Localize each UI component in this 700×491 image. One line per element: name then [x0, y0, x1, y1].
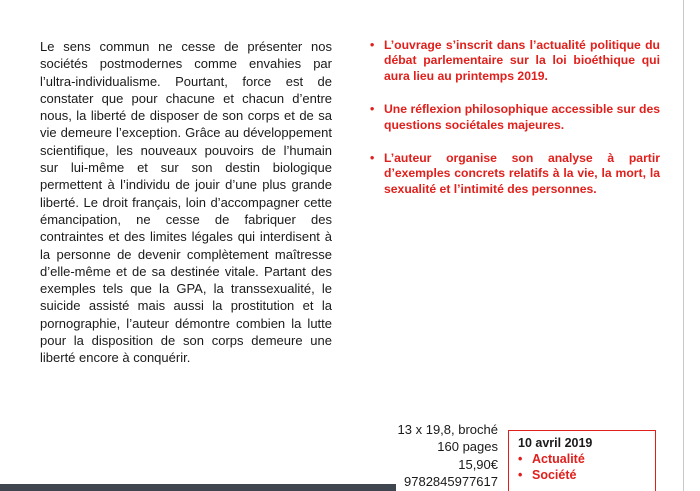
highlight-text: L’auteur organise son analyse à partir d’exemples concrets relatifs à la vie, la mort, la sexualité et l’intimité des personnes. [384, 151, 660, 196]
right-edge-line [683, 0, 684, 491]
bottom-bar [0, 484, 396, 491]
category-item [518, 467, 655, 483]
bullet-icon: • [370, 38, 375, 52]
category-list [518, 451, 655, 483]
highlights-list [370, 38, 660, 215]
highlight-text: Une réflexion philosophique accessible sur des questions sociétales majeures. [384, 102, 660, 132]
category-label: Société [532, 468, 577, 482]
bullet-icon: • [518, 468, 523, 482]
release-info-box [508, 430, 656, 491]
highlight-item [370, 151, 660, 197]
book-description: Le sens commun ne cesse de présenter nos sociétés postmodernes comme envahies par l’ultra-individualisme. Pourtant, force est de constater que pour chacune et chacun d’entre nous, la liberté de disposer de son corps et de sa vie demeure l’exception. Grâce au développement scientifique, les nouveaux pouvoirs de l’humain sur lui-même et sur son destin biologique permettent à l’individu de jouir d’une plus grande liberté. Le droit français, loin d’accompagner cette émancipation, ne cesse de fabriquer des contraintes et des limites légales qui interdisent à la personne de devenir complètement maîtresse d’elle-même et de sa destinée vitale. Partant des exemples tels que la GPA, la transsexualité, le suicide assisté mais aussi la prostitution et la pornographie, l’auteur démontre combien la lutte pour la disposition de son corps demeure une liberté encore à conquérir. [40, 39, 332, 366]
highlight-item [370, 102, 660, 133]
spec-price: 15,90€ [458, 456, 498, 472]
category-item [518, 451, 655, 467]
category-label: Actualité [532, 452, 585, 466]
bullet-icon: • [370, 151, 375, 166]
highlight-item [370, 38, 660, 84]
release-date: 10 avril 2019 [518, 436, 593, 450]
spec-format: 13 x 19,8, broché [397, 422, 498, 437]
spec-pages: 160 pages [437, 439, 498, 455]
spec-isbn: 9782845977617 [404, 474, 498, 490]
highlight-text: L’ouvrage s’inscrit dans l’actualité politique du débat parlementaire sur la loi bioéthique qui aura lieu au printemps 2019. [384, 38, 660, 83]
book-specs [370, 421, 498, 491]
bullet-icon: • [518, 452, 523, 466]
bullet-icon: • [370, 102, 375, 117]
